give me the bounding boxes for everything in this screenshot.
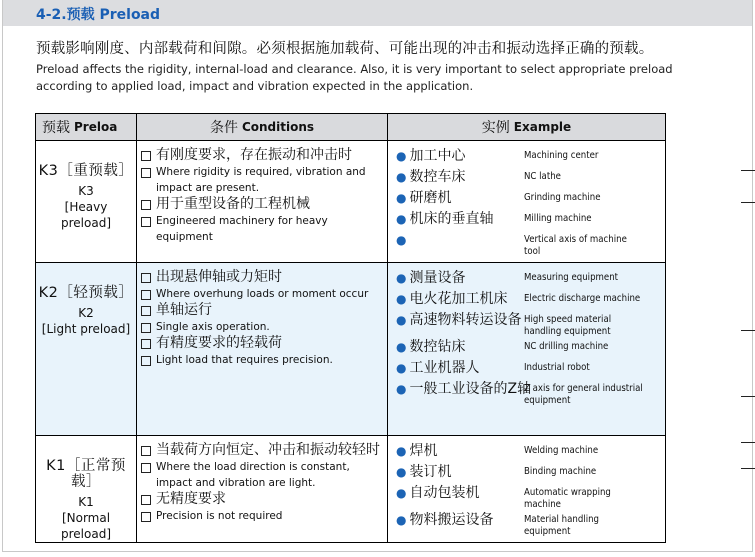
example-cn: 研磨机 (409, 190, 452, 206)
condition-text: 有刚度要求，存在振动和冲击时 (156, 147, 352, 163)
bullet-icon: ● (396, 361, 407, 375)
example-cn: 电火花加工机床 (409, 291, 508, 307)
condition-cn (141, 335, 383, 352)
bullet-icon: ● (396, 465, 407, 479)
condition-en (141, 508, 383, 524)
level-cn: K1［正常预载］ (46, 458, 126, 490)
header-example-en: Example (513, 120, 572, 134)
bullet-icon: ● (396, 486, 407, 500)
example-en: Measuring equipment (524, 272, 619, 283)
bullet-icon: ● (396, 149, 407, 163)
example-cn: 一般工业设备的Z轴 (409, 381, 532, 397)
example-item (396, 338, 663, 359)
conditions-cell (137, 436, 388, 543)
example-item (396, 463, 663, 484)
level-cn: K3［重预载］ (38, 163, 134, 179)
table-row (36, 263, 666, 436)
example-item (396, 359, 663, 380)
checkbox-icon (141, 168, 151, 178)
bullet-icon: ● (396, 382, 407, 396)
example-cn: 数控钻床 (409, 339, 466, 355)
example-en: Electric discharge machine (524, 293, 641, 304)
margin-tick (741, 468, 755, 469)
condition-text: Where overhung loads or moment occur (156, 288, 369, 300)
preload-level-cell (36, 141, 137, 263)
checkbox-icon (141, 446, 151, 456)
checkbox-icon (141, 306, 151, 316)
example-cn: 工业机器人 (409, 360, 480, 376)
example-en: Welding machine (524, 445, 599, 456)
bullet-icon: ● (396, 191, 407, 205)
checkbox-icon (141, 151, 151, 161)
margin-tick (741, 330, 755, 331)
header-preload-en: Preloa (74, 120, 118, 134)
example-item (396, 210, 663, 231)
margin-tick (741, 202, 755, 203)
condition-text: 用于重型设备的工程机械 (156, 196, 310, 212)
example-item (396, 484, 663, 511)
margin-tick (741, 442, 755, 443)
header-example (388, 114, 666, 141)
checkbox-icon (141, 495, 151, 505)
level-en-1: [Normal (61, 511, 111, 525)
bullet-icon: ● (396, 292, 407, 306)
example-item (396, 147, 663, 168)
table-row (36, 436, 666, 543)
example-item (396, 311, 663, 338)
checkbox-icon (141, 323, 151, 333)
example-cn: 数控车床 (409, 169, 466, 185)
condition-text: Light load that requires precision. (156, 354, 333, 366)
condition-cn (141, 491, 383, 508)
examples-cell (388, 141, 666, 263)
checkbox-icon (141, 339, 151, 349)
bullet-icon: ● (396, 233, 407, 247)
example-item (396, 290, 663, 311)
example-en: Vertical axis of machine tool (524, 234, 627, 257)
example-cn: 物料搬运设备 (409, 512, 494, 528)
example-cn: 自动包装机 (409, 485, 480, 501)
condition-text: Precision is not required (156, 510, 283, 522)
header-conditions-cn: 条件 (209, 120, 238, 136)
example-item (396, 380, 663, 407)
condition-text: 单轴运行 (156, 302, 212, 318)
condition-en (141, 164, 383, 196)
level-cn: K2［轻预载］ (38, 285, 134, 301)
margin-tick (741, 170, 755, 171)
condition-text: Where rigidity is required, vibration and impact are present. (156, 166, 366, 194)
preload-table (35, 113, 666, 543)
example-cn: 高速物料转运设备 (409, 312, 522, 328)
example-en: Automatic wrapping machine (524, 487, 611, 510)
example-en: Machining center (524, 150, 599, 161)
example-en: Industrial robot (524, 362, 590, 373)
condition-cn (141, 302, 383, 319)
example-en: Grinding machine (524, 192, 601, 203)
condition-en (141, 352, 383, 368)
example-item (396, 189, 663, 210)
example-en: Material handling equipment (524, 514, 599, 537)
condition-text: Where the load direction is constant, impact and vibration are light. (156, 461, 350, 489)
bullet-icon: ● (396, 513, 407, 527)
bullet-icon: ● (396, 313, 407, 327)
example-en: NC lathe (524, 171, 561, 182)
condition-text: 有精度要求的轻载荷 (156, 335, 282, 351)
example-en: Z axis for general industrial equipment (524, 383, 643, 406)
example-item (396, 269, 663, 290)
level-en-2: preload] (61, 216, 111, 230)
bullet-icon: ● (396, 170, 407, 184)
condition-cn (141, 269, 383, 286)
condition-text: 无精度要求 (156, 491, 226, 507)
condition-en (141, 319, 383, 335)
example-item (396, 231, 663, 258)
intro-english: Preload affects the rigidity, internal-load and clearance. Also, it is very important to select appropriate preload according to applied load, impact and vibration expected in the application. (36, 62, 673, 93)
bullet-icon: ● (396, 271, 407, 285)
conditions-cell (137, 263, 388, 436)
condition-cn (141, 196, 383, 213)
bullet-icon: ● (396, 212, 407, 226)
condition-text: Single axis operation. (156, 321, 270, 333)
example-cn: 测量设备 (409, 270, 466, 286)
condition-en (141, 213, 383, 245)
example-en: Binding machine (524, 466, 597, 477)
level-en-1: [Light preload] (41, 322, 131, 336)
examples-cell (388, 263, 666, 436)
condition-en (141, 286, 383, 302)
example-item (396, 511, 663, 538)
level-code: K1 (78, 495, 94, 509)
condition-text: Engineered machinery for heavy equipment (156, 215, 328, 243)
condition-text: 出现悬伸轴或力矩时 (156, 269, 282, 285)
header-conditions-en: Conditions (241, 120, 315, 134)
table-row (36, 141, 666, 263)
example-cn: 焊机 (409, 443, 438, 459)
example-en: High speed material handling equipment (524, 314, 612, 337)
example-cn: 装订机 (409, 464, 452, 480)
header-conditions (137, 114, 388, 141)
header-example-cn: 实例 (481, 120, 510, 136)
intro-chinese: 预载影响刚度、内部载荷和间隙。必须根据施加载荷、可能出现的冲击和振动选择正确的预载。 (36, 41, 654, 57)
example-en: Milling machine (524, 213, 592, 224)
example-item (396, 168, 663, 189)
example-en: NC drilling machine (524, 341, 609, 352)
condition-cn (141, 147, 383, 164)
level-code: K3 (78, 184, 94, 198)
examples-cell (388, 436, 666, 543)
checkbox-icon (141, 356, 151, 366)
condition-cn (141, 442, 383, 459)
margin-tick (741, 396, 755, 397)
checkbox-icon (141, 463, 151, 473)
condition-en (141, 459, 383, 491)
level-en-2: preload] (61, 527, 111, 541)
level-code: K2 (78, 306, 94, 320)
example-cn: 机床的垂直轴 (409, 211, 494, 227)
header-preload-cn: 预载 (42, 120, 70, 136)
checkbox-icon (141, 512, 151, 522)
checkbox-icon (141, 217, 151, 227)
checkbox-icon (141, 200, 151, 210)
conditions-cell (137, 141, 388, 263)
divider (3, 26, 752, 28)
example-cn: 加工中心 (409, 148, 466, 164)
condition-text: 当载荷方向恒定、冲击和振动较轻时 (156, 442, 380, 458)
checkbox-icon (141, 273, 151, 283)
preload-level-cell (36, 436, 137, 543)
bullet-icon: ● (396, 340, 407, 354)
header-preload (36, 114, 137, 141)
level-en-1: [Heavy (64, 200, 108, 214)
checkbox-icon (141, 290, 151, 300)
bullet-icon: ● (396, 444, 407, 458)
example-item (396, 442, 663, 463)
section-title: 4-2.预载 Preload (36, 7, 161, 23)
preload-level-cell (36, 263, 137, 436)
